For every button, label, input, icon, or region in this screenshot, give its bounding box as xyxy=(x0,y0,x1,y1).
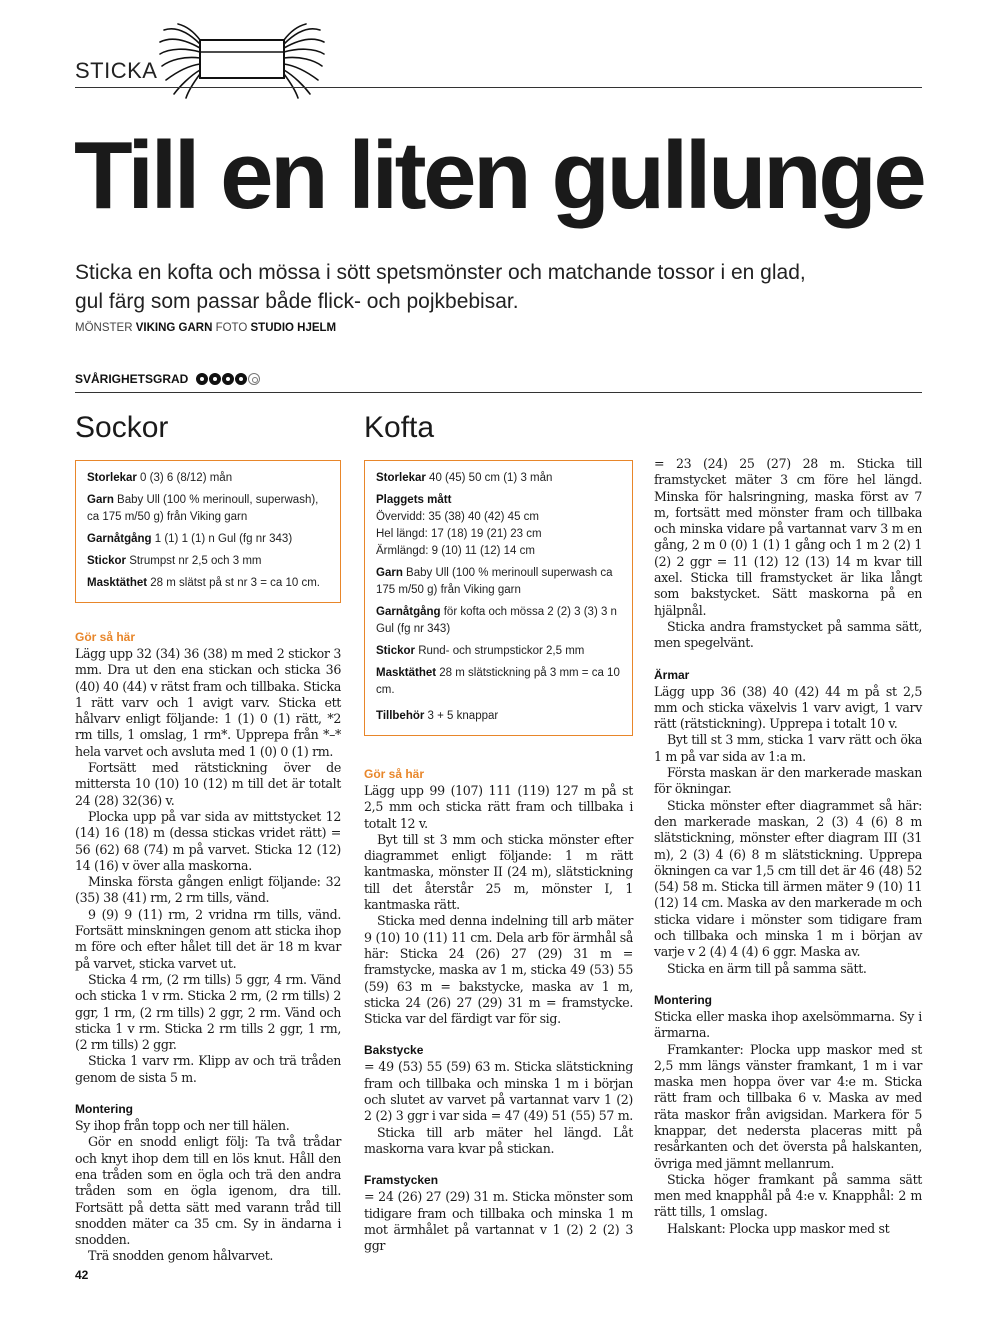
article-lead: Sticka en kofta och mössa i sött spetsmönster och matchande tossor i en glad, gul färg som passar både flick- och pojkbebisar. xyxy=(75,261,806,313)
difficulty-dot-icon xyxy=(235,373,247,385)
sockor-title: Sockor xyxy=(75,411,169,444)
difficulty-dot-icon xyxy=(222,373,234,385)
pattern-label: MÖNSTER xyxy=(75,322,133,334)
section-label: STICKA xyxy=(75,58,158,83)
pattern-credit: VIKING GARN xyxy=(135,322,213,334)
kofta-instructions-heading: Gör så här xyxy=(364,767,425,781)
sockor-montering: Sy ihop från topp och ner till hälen. Gör en snodd enligt följ: Ta två trådar och knyt ihop dem till en lös knut. Håll den ena tråden som en ögla och trä den andra tråden som en ögla igenom, dra till. Fortsätt på detta sätt med varann tråd till snodden mäter ca 35 cm. Sy in ändarna i snodden. Trä snodden genom hålvarvet. xyxy=(75,1118,341,1264)
framstycken-text: = 24 (26) 27 (29) 31 m. Sticka mönster som tidigare fram och tillbaka och minska 1 m mot ärmhålet på vartannat v 1 (2) 2 (2) 3 ggr xyxy=(364,1189,633,1254)
yarn-skein-icon xyxy=(158,22,326,100)
kofta-info-box xyxy=(364,460,633,736)
difficulty-dots xyxy=(196,373,260,385)
bakstycke-text: = 49 (53) 55 (59) 63 m. Sticka slätstickning fram och tillbaka och minska 1 m i början och slutet av varvet på vartannat varv 1 (2) 2 (2) 3 ggr i var sida = 47 (49) 51 (55) 57 m. Sticka till arb mäter hel längd. Låt maskorna vara kvar på stickan. xyxy=(364,1059,633,1156)
sockor-montering-heading: Montering xyxy=(75,1102,133,1117)
difficulty-rating xyxy=(75,372,260,386)
sockor-instructions-heading: Gör så här xyxy=(75,630,136,644)
header-divider xyxy=(75,87,922,88)
info-row: Tillbehör 3 + 5 knappar xyxy=(376,710,499,722)
difficulty-divider xyxy=(75,392,922,393)
kofta-montering: Sticka eller maska ihop axelsömmarna. Sy i ärmarna. Framkanter: Plocka upp maskor med st 2,5 mm längs vänster framkant, 1 m i var maska men hoppa över var 4:e m. Sticka rätt fram och tillbaka 6 v. Maska av med räta maskor från avigsidan. Markera för 5 knappar, det nedersta placeras mitt på resårkanten och det översta på halskanten, övriga med jämnt mellanrum. Sticka höger framkant på samma sätt men med knapphål på 4:e v. Knapphål: 2 m rätt tills, 1 omslag. Halskant: Plocka upp maskor med st xyxy=(654,1008,922,1236)
info-row: Storlekar 0 (3) 6 (8/12) mån xyxy=(87,472,233,484)
kofta-column xyxy=(364,408,633,1254)
sockor-info-box xyxy=(75,460,341,603)
kofta-montering-heading: Montering xyxy=(654,992,712,1007)
difficulty-dot-icon xyxy=(209,373,221,385)
difficulty-label: SVÅRIGHETSGRAD xyxy=(75,372,189,386)
sockor-instructions: Lägg upp 32 (34) 36 (38) m med 2 stickor 3 mm. Dra ut den ena stickan och sticka 36 (40) 40 (44) v rätst fram och tillbaka. Sticka 1 rätt varv och 1 avigt varv. Sticka ett hålvarv enligt följande: 1 (1) 0 (1) rätt, *2 rm tills, 1 omslag, 1 rm*. Upprepa från *–* hela varvet och avsluta med 1 (0) 0 (1) rm. Fortsätt med rätstickning över de mittersta 10 (10) 10 (12) m till det är totalt 24 (28) 32(36) v. Plocka upp på var sida av mittstycket 12 (14) 16 (18) m (dessa stickas vridet rätt) = 56 (62) 68 (74) m på varvet. Sticka 12 (12) 14 (16) v över alla maskorna. Minska första gången enligt följande: 32 (35) 38 (41) rm, 2 rm tills, vänd. 9 (9) 9 (11) rm, 2 vridna rm tills, vänd. Fortsätt minskningen genom att sticka ihop m före och efter hålet till det är 18 m kvar på varvet, sticka varvet ut. Sticka 4 rm, (2 rm tills) 5 ggr, 4 rm. Vänd och sticka 1 v rm. Sticka 2 rm, (2 rm tills) 2 ggr, 1 rm, (2 rm tills) 2 ggr, 2 rm. Vänd och sticka 1 v rm. Sticka 2 rm tills 2 ggr, 1 rm, (2 rm tills) 2 ggr. Sticka 1 varv rm. Klipp av och trä tråden genom de sista 5 m. xyxy=(75,646,341,1085)
info-row: Garn Baby Ull (100 % merinoull, superwash), ca 175 m/50 g) från Viking garn xyxy=(87,494,319,523)
kofta-title: Kofta xyxy=(364,411,435,444)
info-row: Plaggets mått Övervidd: 35 (38) 40 (42) 45 cm Hel längd: 17 (18) 19 (21) 23 cm Ärmlängd: 9 (10) 11 (12) 14 cm xyxy=(376,494,542,557)
info-row: Garnåtgång 1 (1) 1 (1) n Gul (fg nr 343) xyxy=(87,533,293,545)
difficulty-dot-icon xyxy=(196,373,208,385)
photo-label: FOTO xyxy=(215,322,248,334)
info-row: Stickor Rund- och strumpstickor 2,5 mm xyxy=(376,645,585,657)
framstycken-continued: = 23 (24) 25 (27) 28 m. Sticka till framstycket mäter 3 cm före hel längd. Minska för halsringning, maska först av 7 m, fortsätt med mönster fram och tillbaka och minska vidare på vartannat varv 3 m en gång, 2 m 0 (0) 1 (1) 1 gång och 1 m 2 (2) 1 (2) 2 ggr = 11 (12) 12 (13) 14 m kvar till axel. Sticka till framstycket är lika långt som bakstycket. Sätt maskorna på en hjälpnål. Sticka andra framstycket på samma sätt, men spegelvänt. xyxy=(654,456,922,651)
kofta-continued-column xyxy=(654,456,922,1237)
info-row: Stickor Strumpst nr 2,5 och 3 mm xyxy=(87,555,262,567)
armar-text: Lägg upp 36 (38) 40 (42) 44 m på st 2,5 mm och sticka växelvis 1 varv avigt, 1 varv rätt (rätstickning). Upprepa i totalt 10 v. Byt till st 3 mm, sticka 1 varv rätt och öka 1 m på var sida av 1:a m. Första maskan är den markerade maskan för ökningar. Sticka mönster efter diagrammet så här: den markerade maskan, 2 (3) 4 (6) 8 m slätstickning, mönster efter diagram III (31 m), 2 (3) 4 (6) 8 m slätstickning. Upprepa ökningen ca var 1,5 cm till det är 46 (48) 52 (54) 58 m. Sticka till ärmen mäter 9 (10) 11 (12) 14 cm. Maska av den markerade m och sticka vidare i mönster som tidigare fram och tillbaka och minska 1 m i början av varje v 2 (4) 4 (4) 6 ggr. Maska av. Sticka en ärm till på samma sätt. xyxy=(654,683,922,976)
info-row: Garn Baby Ull (100 % merinoull superwash ca 175 m/50 g) från Viking garn xyxy=(376,567,613,596)
framstycken-heading: Framstycken xyxy=(364,1173,439,1188)
sockor-column xyxy=(75,408,341,1265)
photo-credit: STUDIO HJELM xyxy=(250,322,337,334)
info-row: Masktäthet 28 m slätst på st nr 3 = ca 10 cm. xyxy=(87,577,320,589)
kofta-instructions: Lägg upp 99 (107) 111 (119) 127 m på st 2,5 mm och sticka rätt fram och tillbaka i totalt 12 v. Byt till st 3 mm och sticka mönster efter diagrammet enligt följande: 1 m rätt kantmaska, mönster II (24 m), slätstickning till det återstår 25 m, mönster I, 1 kantmaska rätt. Sticka med denna indelning till arb mäter 9 (10) 10 (11) 11 cm. Dela arb för ärmhål så här: Sticka 24 (26) 27 (29) 31 m = framstycke, maska av 1 m, sticka 49 (53) 55 (59) 63 m = bakstycke, maska av 1 m, sticka 24 (26) 27 (29) 31 m = framstycke. Sticka var del färdigt var för sig. xyxy=(364,783,633,1027)
armar-heading: Ärmar xyxy=(654,667,690,682)
article-credits xyxy=(75,322,336,334)
bakstycke-heading: Bakstycke xyxy=(364,1043,424,1058)
info-row: Masktäthet 28 m slätstickning på 3 mm = ca 10 cm. xyxy=(376,667,620,696)
page-number: 42 xyxy=(75,1268,89,1282)
article-title: Till en liten gullunge xyxy=(74,122,924,229)
difficulty-dot-empty-icon xyxy=(248,373,260,385)
info-row: Storlekar 40 (45) 50 cm (1) 3 mån xyxy=(376,472,553,484)
info-row: Garnåtgång för kofta och mössa 2 (2) 3 (3) 3 n Gul (fg nr 343) xyxy=(376,606,617,635)
